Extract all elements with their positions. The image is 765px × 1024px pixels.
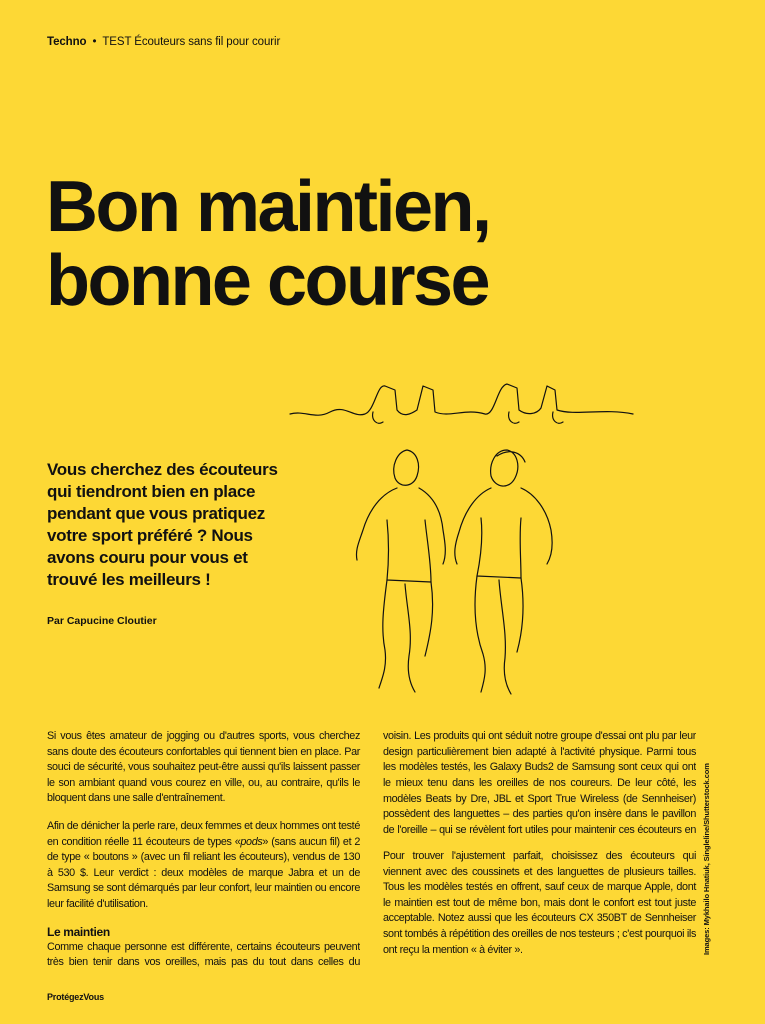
body-column-1 <box>47 729 360 983</box>
image-credit: Images: Mykhailo Hnatiuk, Singleline/Shutterstock.com <box>702 763 711 955</box>
kicker-topic: TEST Écouteurs sans fil pour courir <box>102 36 281 48</box>
body-paragraph-continued: voisin. Les produits qui ont séduit notre groupe d'essai ont plu par leur design particulièrement bien adapté à l'activité physique. Parmi tous les modèles testés, les Galaxy Buds2 de Samsung sont ceux qui ont le mieux tenu dans les oreilles de nos coureurs. De leur côté, les modèles Beats by Dre, JBL et Sport True Wireless (de Sennheiser) possèdent des languettes – des parties qu'on insère dans le pavillon de l'oreille – qui se révèlent fort utiles pour maintenir ces écouteurs en <box>383 730 696 836</box>
body-paragraph: Afin de dénicher la perle rare, deux femmes et deux hommes ont testé en condition réelle 11 écouteurs de types «pods» (sans aucun fil) et 2 de type « boutons » (avec un fil reliant les écouteurs), vendus de 130 à 530 $. Leur verdict : deux modèles de marque Jabra et un de Samsung se sont démarqués par leur confort, leur maintien ou encore leur facilité d'utilisation. <box>47 819 360 910</box>
body-column-2 <box>383 729 696 970</box>
runners-illustration <box>285 370 640 705</box>
folio: ProtégezVous <box>47 992 104 1002</box>
intro-deck: Vous cherchez des écouteurs qui tiendront bien en place pendant que vous pratiquez votre sport préféré ? Nous avons couru pour vous et trouvé les meilleurs ! <box>47 460 278 589</box>
body-paragraph: Si vous êtes amateur de jogging ou d'autres sports, vous cherchez sans doute des écouteurs confortables qui tiennent bien en place. Par souci de sécurité, vous souhaitez peut-être aussi qu'ils laissent passer le son ambiant quand vous courez en ville, ou, au contraire, qu'ils le bloquent dans une salle d'entraînement. <box>47 730 360 805</box>
headline-line-2: bonne course <box>46 241 489 321</box>
section-label: Techno <box>47 36 87 48</box>
body-paragraph: Comme chaque personne est différente, certains écouteurs peuvent très bien tenir dans vos oreilles, mais pas du tout dans celles du <box>47 940 360 969</box>
kicker <box>47 36 280 48</box>
byline: Par Capucine Cloutier <box>47 615 157 627</box>
subhead: Le maintien <box>47 924 110 939</box>
body-paragraph: Pour trouver l'ajustement parfait, choisissez des écouteurs qui viennent avec des coussinets et des languettes de plusieurs tailles. Tous les modèles testés en offrent, sauf ceux de marque Apple, dont le maintien est tout de même bon, mais dont le confort est tout juste acceptable. Notez aussi que les écouteurs CX 350BT de Sennheiser sont tombés à répétition des oreilles de nos testeurs ; c'est pourquoi ils ont reçu la mention « à éviter ». <box>383 850 696 956</box>
headline-line-1: Bon maintien, <box>46 167 490 247</box>
headline <box>46 167 736 321</box>
kicker-separator: • <box>92 36 97 48</box>
